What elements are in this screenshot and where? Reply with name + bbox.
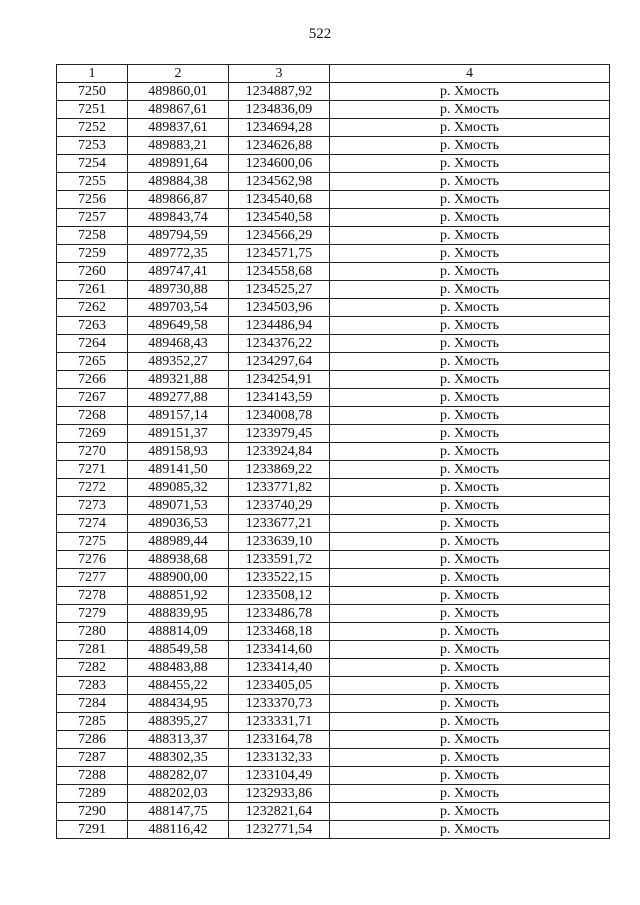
table-cell: 1234143,59 <box>229 389 330 407</box>
table-cell: 7280 <box>57 623 128 641</box>
table-row <box>57 371 610 389</box>
table-cell: 489085,32 <box>128 479 229 497</box>
table-cell: р. Хмость <box>330 245 610 263</box>
table-cell: 7268 <box>57 407 128 425</box>
table-cell: р. Хмость <box>330 731 610 749</box>
table-cell: 7262 <box>57 299 128 317</box>
table-cell: 488851,92 <box>128 587 229 605</box>
table-cell: р. Хмость <box>330 659 610 677</box>
header-cell: 1 <box>57 65 128 83</box>
table-cell: 488313,37 <box>128 731 229 749</box>
table-cell: 489071,53 <box>128 497 229 515</box>
table-row <box>57 551 610 569</box>
table-cell: 488938,68 <box>128 551 229 569</box>
table-cell: р. Хмость <box>330 263 610 281</box>
table-cell: р. Хмость <box>330 155 610 173</box>
table-cell: р. Хмость <box>330 767 610 785</box>
table-cell: 1234571,75 <box>229 245 330 263</box>
table-cell: 489866,87 <box>128 191 229 209</box>
table-cell: 489843,74 <box>128 209 229 227</box>
table-cell: 1233591,72 <box>229 551 330 569</box>
table-cell: 488900,00 <box>128 569 229 587</box>
table-cell: 7277 <box>57 569 128 587</box>
table-cell: 7287 <box>57 749 128 767</box>
table-cell: 7250 <box>57 83 128 101</box>
table-cell: 7256 <box>57 191 128 209</box>
table-cell: 7269 <box>57 425 128 443</box>
table-cell: 489867,61 <box>128 101 229 119</box>
table-cell: р. Хмость <box>330 623 610 641</box>
table-cell: 7257 <box>57 209 128 227</box>
table-header-row <box>57 65 610 83</box>
table-cell: 7265 <box>57 353 128 371</box>
table-cell: 1233508,12 <box>229 587 330 605</box>
table-cell: р. Хмость <box>330 461 610 479</box>
table-cell: 489158,93 <box>128 443 229 461</box>
table-cell: 7261 <box>57 281 128 299</box>
table-cell: р. Хмость <box>330 785 610 803</box>
table-cell: 7276 <box>57 551 128 569</box>
table-cell: р. Хмость <box>330 191 610 209</box>
table-row <box>57 659 610 677</box>
table-cell: 1233771,82 <box>229 479 330 497</box>
table-cell: р. Хмость <box>330 227 610 245</box>
table-cell: 489277,88 <box>128 389 229 407</box>
table-row <box>57 785 610 803</box>
page-number: 522 <box>308 26 332 42</box>
table-cell: р. Хмость <box>330 389 610 407</box>
header-cell: 4 <box>330 65 610 83</box>
table-cell: 1232821,64 <box>229 803 330 821</box>
table-cell: 489747,41 <box>128 263 229 281</box>
table-cell: р. Хмость <box>330 119 610 137</box>
table-cell: 1234540,68 <box>229 191 330 209</box>
table-cell: 7288 <box>57 767 128 785</box>
table-cell: 7270 <box>57 443 128 461</box>
table-row <box>57 353 610 371</box>
table-cell: р. Хмость <box>330 587 610 605</box>
table-cell: р. Хмость <box>330 479 610 497</box>
table-cell: 1233331,71 <box>229 713 330 731</box>
table-cell: 489860,01 <box>128 83 229 101</box>
table-cell: р. Хмость <box>330 713 610 731</box>
table-cell: 7259 <box>57 245 128 263</box>
table-cell: р. Хмость <box>330 335 610 353</box>
table-cell: 1233522,15 <box>229 569 330 587</box>
table-cell: 488549,58 <box>128 641 229 659</box>
table-cell: 7286 <box>57 731 128 749</box>
table-cell: 7260 <box>57 263 128 281</box>
table-cell: р. Хмость <box>330 641 610 659</box>
header-cell: 2 <box>128 65 229 83</box>
table-cell: 489321,88 <box>128 371 229 389</box>
table-cell: 7282 <box>57 659 128 677</box>
table-cell: р. Хмость <box>330 299 610 317</box>
table-cell: 7281 <box>57 641 128 659</box>
table-row <box>57 587 610 605</box>
table-cell: 489883,21 <box>128 137 229 155</box>
table-row <box>57 407 610 425</box>
table-row <box>57 173 610 191</box>
table-cell: 489468,43 <box>128 335 229 353</box>
table-cell: 1233740,29 <box>229 497 330 515</box>
table-row <box>57 533 610 551</box>
table-cell: р. Хмость <box>330 353 610 371</box>
table-cell: 1233414,60 <box>229 641 330 659</box>
table-cell: 7272 <box>57 479 128 497</box>
table-cell: р. Хмость <box>330 803 610 821</box>
table-cell: р. Хмость <box>330 317 610 335</box>
table-cell: р. Хмость <box>330 425 610 443</box>
table-cell: 7278 <box>57 587 128 605</box>
table-cell: 1232771,54 <box>229 821 330 839</box>
table-cell: 488434,95 <box>128 695 229 713</box>
table-row <box>57 209 610 227</box>
table-cell: 488455,22 <box>128 677 229 695</box>
table-row <box>57 155 610 173</box>
table-row <box>57 821 610 839</box>
table-row <box>57 335 610 353</box>
table-cell: 7291 <box>57 821 128 839</box>
table-row <box>57 191 610 209</box>
table-cell: 1234600,06 <box>229 155 330 173</box>
table-cell: 1233370,73 <box>229 695 330 713</box>
table-cell: 7254 <box>57 155 128 173</box>
table-cell: 488302,35 <box>128 749 229 767</box>
table-cell: 7283 <box>57 677 128 695</box>
table-cell: 488202,03 <box>128 785 229 803</box>
table-cell: р. Хмость <box>330 533 610 551</box>
table-row <box>57 641 610 659</box>
table-cell: 488147,75 <box>128 803 229 821</box>
table-cell: р. Хмость <box>330 371 610 389</box>
table-row <box>57 119 610 137</box>
table-cell: 7290 <box>57 803 128 821</box>
table-cell: 7252 <box>57 119 128 137</box>
table-cell: 1233164,78 <box>229 731 330 749</box>
table-cell: 1234297,64 <box>229 353 330 371</box>
table-cell: 489157,14 <box>128 407 229 425</box>
table-row <box>57 713 610 731</box>
table-row <box>57 605 610 623</box>
table-cell: 1234836,09 <box>229 101 330 119</box>
table-row <box>57 497 610 515</box>
table-cell: 7284 <box>57 695 128 713</box>
table-row <box>57 731 610 749</box>
table-cell: 7279 <box>57 605 128 623</box>
table-row <box>57 803 610 821</box>
table-cell: 1233104,49 <box>229 767 330 785</box>
table-cell: 1234566,29 <box>229 227 330 245</box>
table-cell: р. Хмость <box>330 605 610 623</box>
table-cell: р. Хмость <box>330 407 610 425</box>
table-row <box>57 461 610 479</box>
table-cell: 489141,50 <box>128 461 229 479</box>
table-cell: р. Хмость <box>330 137 610 155</box>
table-cell: 1232933,86 <box>229 785 330 803</box>
table-cell: 489703,54 <box>128 299 229 317</box>
table-body <box>57 83 610 839</box>
table-cell: 7266 <box>57 371 128 389</box>
table-cell: р. Хмость <box>330 83 610 101</box>
table-cell: р. Хмость <box>330 695 610 713</box>
coordinates-table <box>56 64 610 839</box>
table-cell: 488989,44 <box>128 533 229 551</box>
table-cell: 1234562,98 <box>229 173 330 191</box>
table-cell: 1233132,33 <box>229 749 330 767</box>
table-cell: 1233979,45 <box>229 425 330 443</box>
table-cell: 7274 <box>57 515 128 533</box>
table-cell: 1233677,21 <box>229 515 330 533</box>
table-cell: 489649,58 <box>128 317 229 335</box>
table-row <box>57 479 610 497</box>
table-cell: р. Хмость <box>330 209 610 227</box>
table-row <box>57 263 610 281</box>
table-cell: 7255 <box>57 173 128 191</box>
table-cell: 1234558,68 <box>229 263 330 281</box>
table-row <box>57 389 610 407</box>
table-cell: р. Хмость <box>330 515 610 533</box>
table-cell: 7289 <box>57 785 128 803</box>
table-cell: 488814,09 <box>128 623 229 641</box>
table-cell: 7271 <box>57 461 128 479</box>
table-row <box>57 317 610 335</box>
table-cell: р. Хмость <box>330 101 610 119</box>
table-row <box>57 227 610 245</box>
table-row <box>57 767 610 785</box>
table-cell: 489036,53 <box>128 515 229 533</box>
table-cell: 7258 <box>57 227 128 245</box>
table-row <box>57 749 610 767</box>
table-row <box>57 623 610 641</box>
table-cell: 7251 <box>57 101 128 119</box>
table-cell: 7273 <box>57 497 128 515</box>
table-cell: 1234540,58 <box>229 209 330 227</box>
table-cell: 1234486,94 <box>229 317 330 335</box>
table-cell: 489772,35 <box>128 245 229 263</box>
table-row <box>57 695 610 713</box>
table-cell: 489837,61 <box>128 119 229 137</box>
table-cell: 489794,59 <box>128 227 229 245</box>
table-cell: 1234503,96 <box>229 299 330 317</box>
table-row <box>57 281 610 299</box>
table-row <box>57 245 610 263</box>
table-cell: 488282,07 <box>128 767 229 785</box>
table-cell: 7267 <box>57 389 128 407</box>
table-cell: 1234376,22 <box>229 335 330 353</box>
table-cell: 1234008,78 <box>229 407 330 425</box>
table-cell: 1233924,84 <box>229 443 330 461</box>
table-cell: 489884,38 <box>128 173 229 191</box>
table-row <box>57 677 610 695</box>
table-cell: 1233486,78 <box>229 605 330 623</box>
table-cell: 1233468,18 <box>229 623 330 641</box>
header-cell: 3 <box>229 65 330 83</box>
table-cell: 489891,64 <box>128 155 229 173</box>
table-row <box>57 569 610 587</box>
table-cell: р. Хмость <box>330 551 610 569</box>
table-cell: 488483,88 <box>128 659 229 677</box>
table-cell: 7264 <box>57 335 128 353</box>
table-row <box>57 515 610 533</box>
table-cell: 489352,27 <box>128 353 229 371</box>
table-cell: 489151,37 <box>128 425 229 443</box>
table-row <box>57 299 610 317</box>
table-cell: 1234254,91 <box>229 371 330 389</box>
table-cell: р. Хмость <box>330 821 610 839</box>
table-cell: р. Хмость <box>330 173 610 191</box>
table-cell: р. Хмость <box>330 443 610 461</box>
table-cell: 1234525,27 <box>229 281 330 299</box>
table-cell: 1233639,10 <box>229 533 330 551</box>
table-cell: 488116,42 <box>128 821 229 839</box>
table-cell: 1234887,92 <box>229 83 330 101</box>
table-cell: 1234694,28 <box>229 119 330 137</box>
table-cell: р. Хмость <box>330 497 610 515</box>
table-cell: р. Хмость <box>330 677 610 695</box>
table-cell: 7275 <box>57 533 128 551</box>
table-cell: 489730,88 <box>128 281 229 299</box>
table-cell: 1233405,05 <box>229 677 330 695</box>
table-row <box>57 443 610 461</box>
table-cell: 7263 <box>57 317 128 335</box>
table-cell: 488395,27 <box>128 713 229 731</box>
table-cell: р. Хмость <box>330 281 610 299</box>
table-row <box>57 137 610 155</box>
table-cell: р. Хмость <box>330 749 610 767</box>
table-cell: 1234626,88 <box>229 137 330 155</box>
table-row <box>57 425 610 443</box>
table-cell: 488839,95 <box>128 605 229 623</box>
table-cell: 1233414,40 <box>229 659 330 677</box>
table-cell: 7253 <box>57 137 128 155</box>
table-cell: р. Хмость <box>330 569 610 587</box>
table-cell: 7285 <box>57 713 128 731</box>
table-row <box>57 83 610 101</box>
table-row <box>57 101 610 119</box>
table-cell: 1233869,22 <box>229 461 330 479</box>
